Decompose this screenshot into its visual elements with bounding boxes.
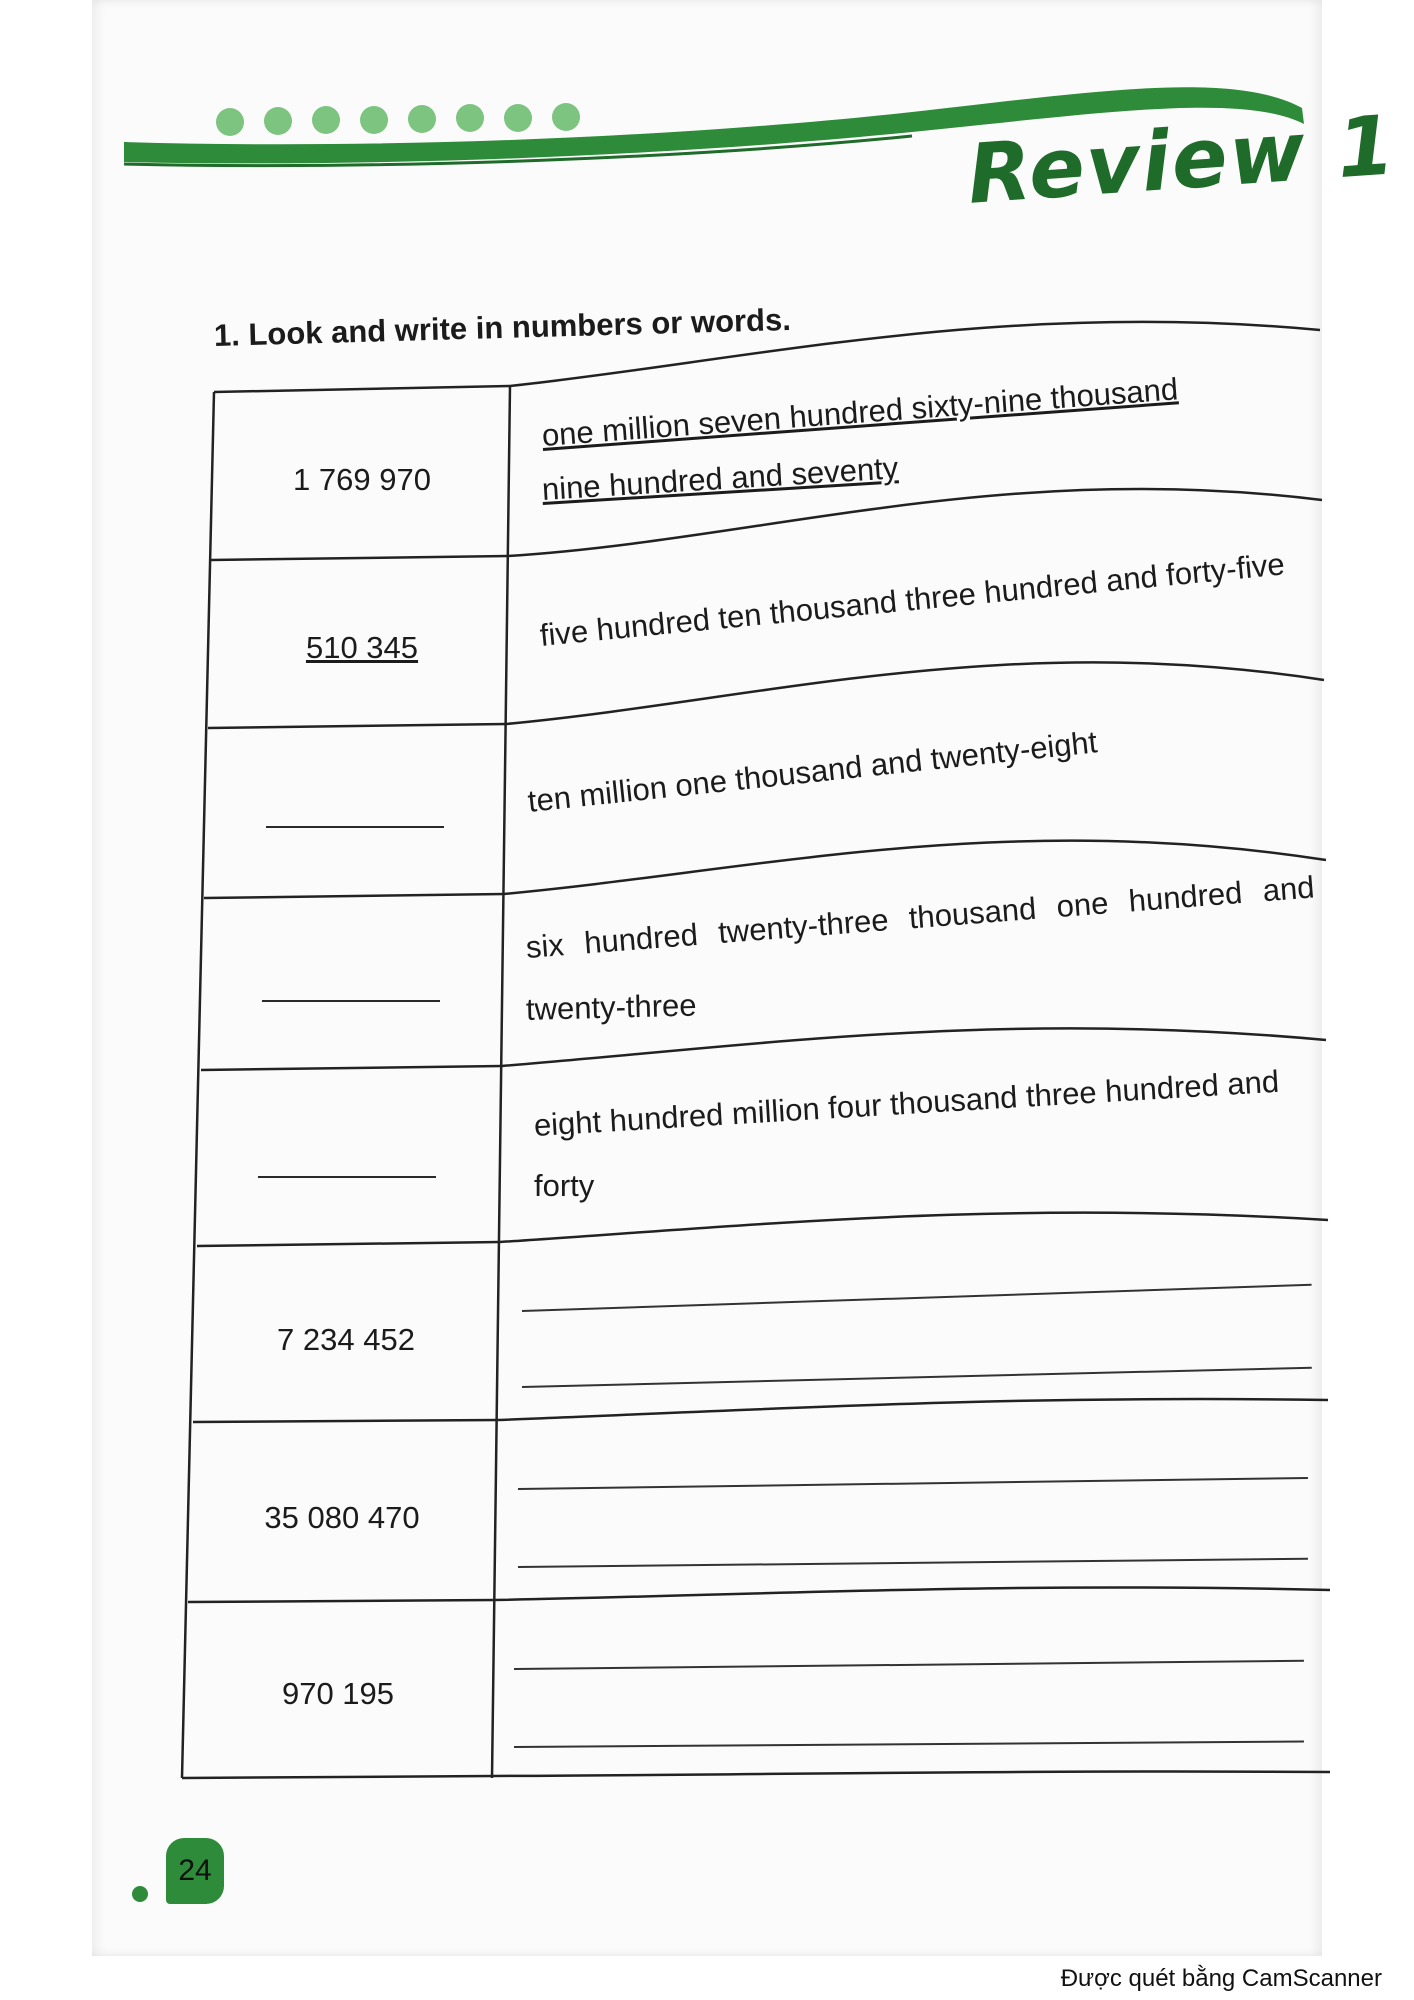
row-8-number-text: 970 195 [281, 1676, 395, 1711]
row-4-number-blank[interactable] [262, 1000, 440, 1002]
page-number-badge: 24 [166, 1838, 224, 1904]
header-dots [216, 103, 580, 136]
row-2-words-line1: five hundred ten thousand three hundred and forty-five [538, 546, 1287, 653]
scanner-footer-text: Được quét bằng CamScanner [1060, 1965, 1382, 1992]
row-6-number-text: 7 234 452 [277, 1322, 415, 1357]
row-2-number [232, 630, 492, 666]
row-1-number-text: 1 769 970 [293, 462, 431, 497]
exercise-instruction: 1. Look and write in numbers or words. [213, 301, 792, 353]
row-8-number [208, 1676, 468, 1712]
row-1-number [232, 462, 492, 498]
row-2-number-text: 510 345 [305, 630, 419, 665]
row-3-words-line1: ten million one thousand and twenty-eight [526, 724, 1099, 819]
row-7-number [212, 1500, 472, 1536]
row-4-words-line2: twenty-three [525, 987, 697, 1027]
review-title: Review 1 [964, 98, 1400, 223]
row-7-number-text: 35 080 470 [264, 1500, 420, 1535]
row-5-words-line2: forty [534, 1168, 595, 1203]
row-5-words-line1: eight hundred million four thousand three hundred and [532, 1063, 1280, 1143]
page-number-dot [132, 1886, 148, 1902]
row-1-words-line2: nine hundred and seventy [540, 450, 900, 507]
row-6-number [216, 1322, 476, 1358]
row-4-words-line1: six hundred twenty-three thousand one hundred and [524, 869, 1316, 965]
row-3-number-blank[interactable] [266, 826, 444, 828]
row-1-words-line1: one million seven hundred sixty-nine thousand [540, 371, 1180, 453]
row-5-number-blank[interactable] [258, 1176, 436, 1178]
